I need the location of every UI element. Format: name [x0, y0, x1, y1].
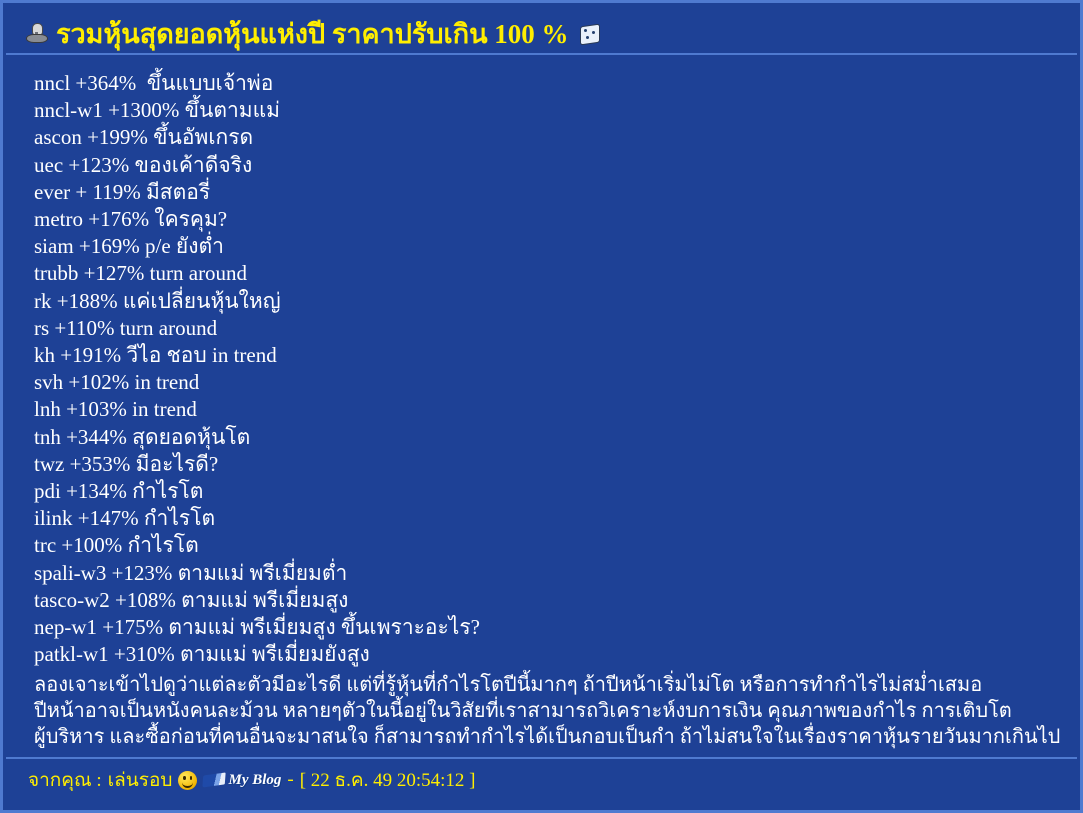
list-item: trubb +127% turn around [34, 261, 248, 286]
header-divider [6, 53, 1077, 55]
list-item: uec +123% ของเค้าดีจริง [34, 152, 253, 177]
list-item: pdi +134% กำไรโต [34, 479, 204, 504]
from-label: จากคุณ : [28, 770, 102, 791]
page-title: รวมหุ้นสุดยอดหุ้นแห่งปี ราคาปรับเกิน 100 % [56, 18, 569, 49]
list-item: kh +191% วีไอ ชอบ in trend [34, 343, 277, 368]
list-item: spali-w3 +123% ตามแม่ พรีเมี่ยมต่ำ [34, 560, 348, 585]
author-name[interactable]: เล่นรอบ [107, 770, 173, 791]
smiley-icon [178, 771, 197, 790]
list-item: svh +102% in trend [34, 370, 200, 395]
microphone-icon [24, 21, 48, 45]
post-content-area [6, 6, 1077, 807]
list-item: tasco-w2 +108% ตามแม่ พรีเมี่ยมสูง [34, 587, 349, 612]
list-item: nep-w1 +175% ตามแม่ พรีเมี่ยมสูง ขึ้นเพราะอะไร? [34, 615, 480, 640]
list-item: twz +353% มีอะไรดี? [34, 451, 219, 476]
list-item: lnh +103% in trend [34, 397, 197, 422]
paragraph: ปีหน้าอาจเป็นหนังคนละม้วน หลายๆตัวในนี้อยู่ในวิสัยที่เราสามารถวิเคราะห์งบการเงิน คุณภาพของกำไร การเติบโต [34, 700, 1012, 723]
list-item: siam +169% p/e ยังต่ำ [34, 234, 224, 259]
paragraph: ผู้บริหาร และซื้อก่อนที่คนอื่นจะมาสนใจ ก็สามารถทำกำไรได้เป็นกอบเป็นกำ ถ้าไม่สนใจในเรื่องราคาหุ้นรายวันมากเกินไป [34, 726, 1061, 749]
post-footer [28, 761, 476, 799]
list-item: nncl-w1 +1300% ขึ้นตามแม่ [34, 98, 281, 123]
list-item: ilink +147% กำไรโต [34, 506, 216, 531]
post-body [6, 54, 1077, 750]
post-header [6, 6, 1077, 54]
list-item: ascon +199% ขึ้นอัพเกรด [34, 125, 254, 150]
paragraph: ลองเจาะเข้าไปดูว่าแต่ละตัวมีอะไรดี แต่ที่รู้หุ้นที่กำไรโตปีนี้มากๆ ถ้าปีหน้าเริ่มไม่โต หรือการทำกำไรไม่สม่ำเสมอ [34, 674, 983, 697]
post-paragraphs [34, 672, 1077, 750]
list-item: ever + 119% มีสตอรี่ [34, 179, 211, 204]
list-item: tnh +344% สุดยอดหุ้นโต [34, 424, 251, 449]
list-item: nncl +364% ขึ้นแบบเจ้าพ่อ [34, 71, 274, 95]
list-item: metro +176% ใครคุม? [34, 207, 228, 232]
dice-icon [577, 21, 603, 45]
list-item: patkl-w1 +310% ตามแม่ พรีเมี่ยมยังสูง [34, 642, 370, 667]
myblog-icon[interactable] [203, 772, 281, 789]
myblog-label: My Blog [228, 771, 282, 788]
list-item: rs +110% turn around [34, 315, 218, 340]
pen-icon [203, 773, 226, 788]
list-item: rk +188% แค่เปลี่ยนหุ้นใหญ่ [34, 288, 281, 313]
list-item: trc +100% กำไรโต [34, 533, 199, 558]
post-timestamp: [ 22 ธ.ค. 49 20:54:12 ] [299, 770, 476, 791]
footer-separator: - [287, 769, 294, 790]
footer-divider [6, 757, 1077, 759]
